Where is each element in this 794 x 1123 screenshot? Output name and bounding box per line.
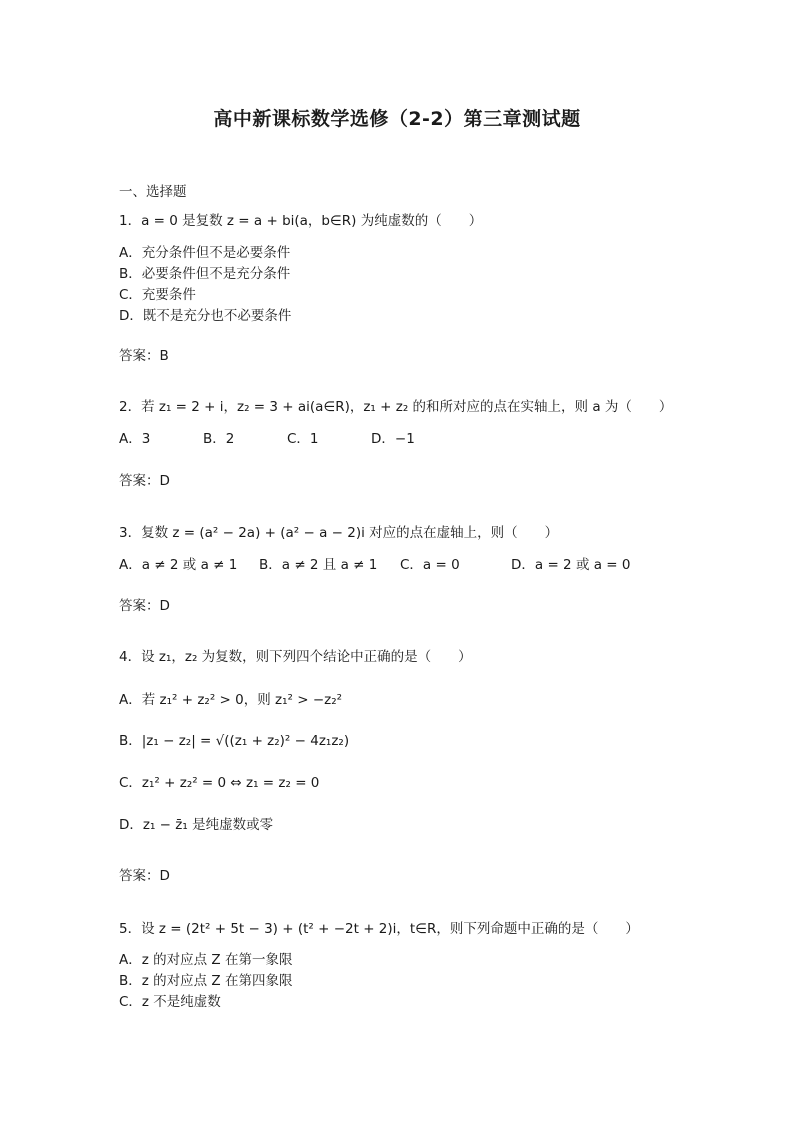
question-1-option-c: C．充要条件 — [119, 287, 196, 303]
question-4-text: 4．设 z₁，z₂ 为复数，则下列四个结论中正确的是（ ） — [119, 649, 472, 665]
question-4-option-c: C．z₁² + z₂² = 0 ⇔ z₁ = z₂ = 0 — [119, 775, 320, 791]
question-2-option-b: B．2 — [203, 431, 235, 447]
question-3-answer: 答案：D — [119, 598, 170, 614]
question-4-option-a: A．若 z₁² + z₂² > 0，则 z₁² > −z₂² — [119, 692, 343, 708]
question-2-answer: 答案：D — [119, 473, 170, 489]
question-2-option-d: D．−1 — [371, 431, 415, 447]
question-1-option-a: A．充分条件但不是必要条件 — [119, 245, 291, 261]
question-5-option-b: B．z 的对应点 Z 在第四象限 — [119, 973, 293, 989]
question-3-option-c: C．a = 0 — [400, 557, 460, 573]
question-5-option-a: A．z 的对应点 Z 在第一象限 — [119, 952, 293, 968]
question-3-option-a: A．a ≠ 2 或 a ≠ 1 — [119, 557, 238, 573]
question-1-text: 1．a = 0 是复数 z = a + bi(a，b∈R) 为纯虚数的（ ） — [119, 213, 483, 229]
question-4-answer: 答案：D — [119, 868, 170, 884]
question-2-option-c: C．1 — [287, 431, 319, 447]
section-heading: 一、选择题 — [119, 184, 187, 200]
question-1-option-d: D．既不是充分也不必要条件 — [119, 308, 292, 324]
question-4-option-d: D．z₁ − z̄₁ 是纯虚数或零 — [119, 817, 274, 833]
question-3-option-b: B．a ≠ 2 且 a ≠ 1 — [259, 557, 378, 573]
page-title: 高中新课标数学选修（2-2）第三章测试题 — [213, 108, 581, 130]
question-4-option-b: B．|z₁ − z₂| = √((z₁ + z₂)² − 4z₁z₂) — [119, 733, 350, 749]
question-3-options — [119, 556, 631, 574]
question-2-text: 2．若 z₁ = 2 + i，z₂ = 3 + ai(a∈R)，z₁ + z₂ 的和所对应的点在实轴上，则 a 为（ ） — [119, 399, 673, 415]
question-2-options — [119, 430, 415, 448]
question-5-option-c: C．z 不是纯虚数 — [119, 994, 221, 1010]
question-3-text: 3．复数 z = (a² − 2a) + (a² − a − 2)i 对应的点在虚轴上，则（ ） — [119, 525, 559, 541]
question-5-text: 5．设 z = (2t² + 5t − 3) + (t² + −2t + 2)i，t∈R，则下列命题中正确的是（ ） — [119, 921, 639, 937]
question-1-answer: 答案：B — [119, 348, 169, 364]
question-2-option-a: A．3 — [119, 431, 151, 447]
question-3-option-d: D．a = 2 或 a = 0 — [511, 557, 631, 573]
question-1-option-b: B．必要条件但不是充分条件 — [119, 266, 291, 282]
